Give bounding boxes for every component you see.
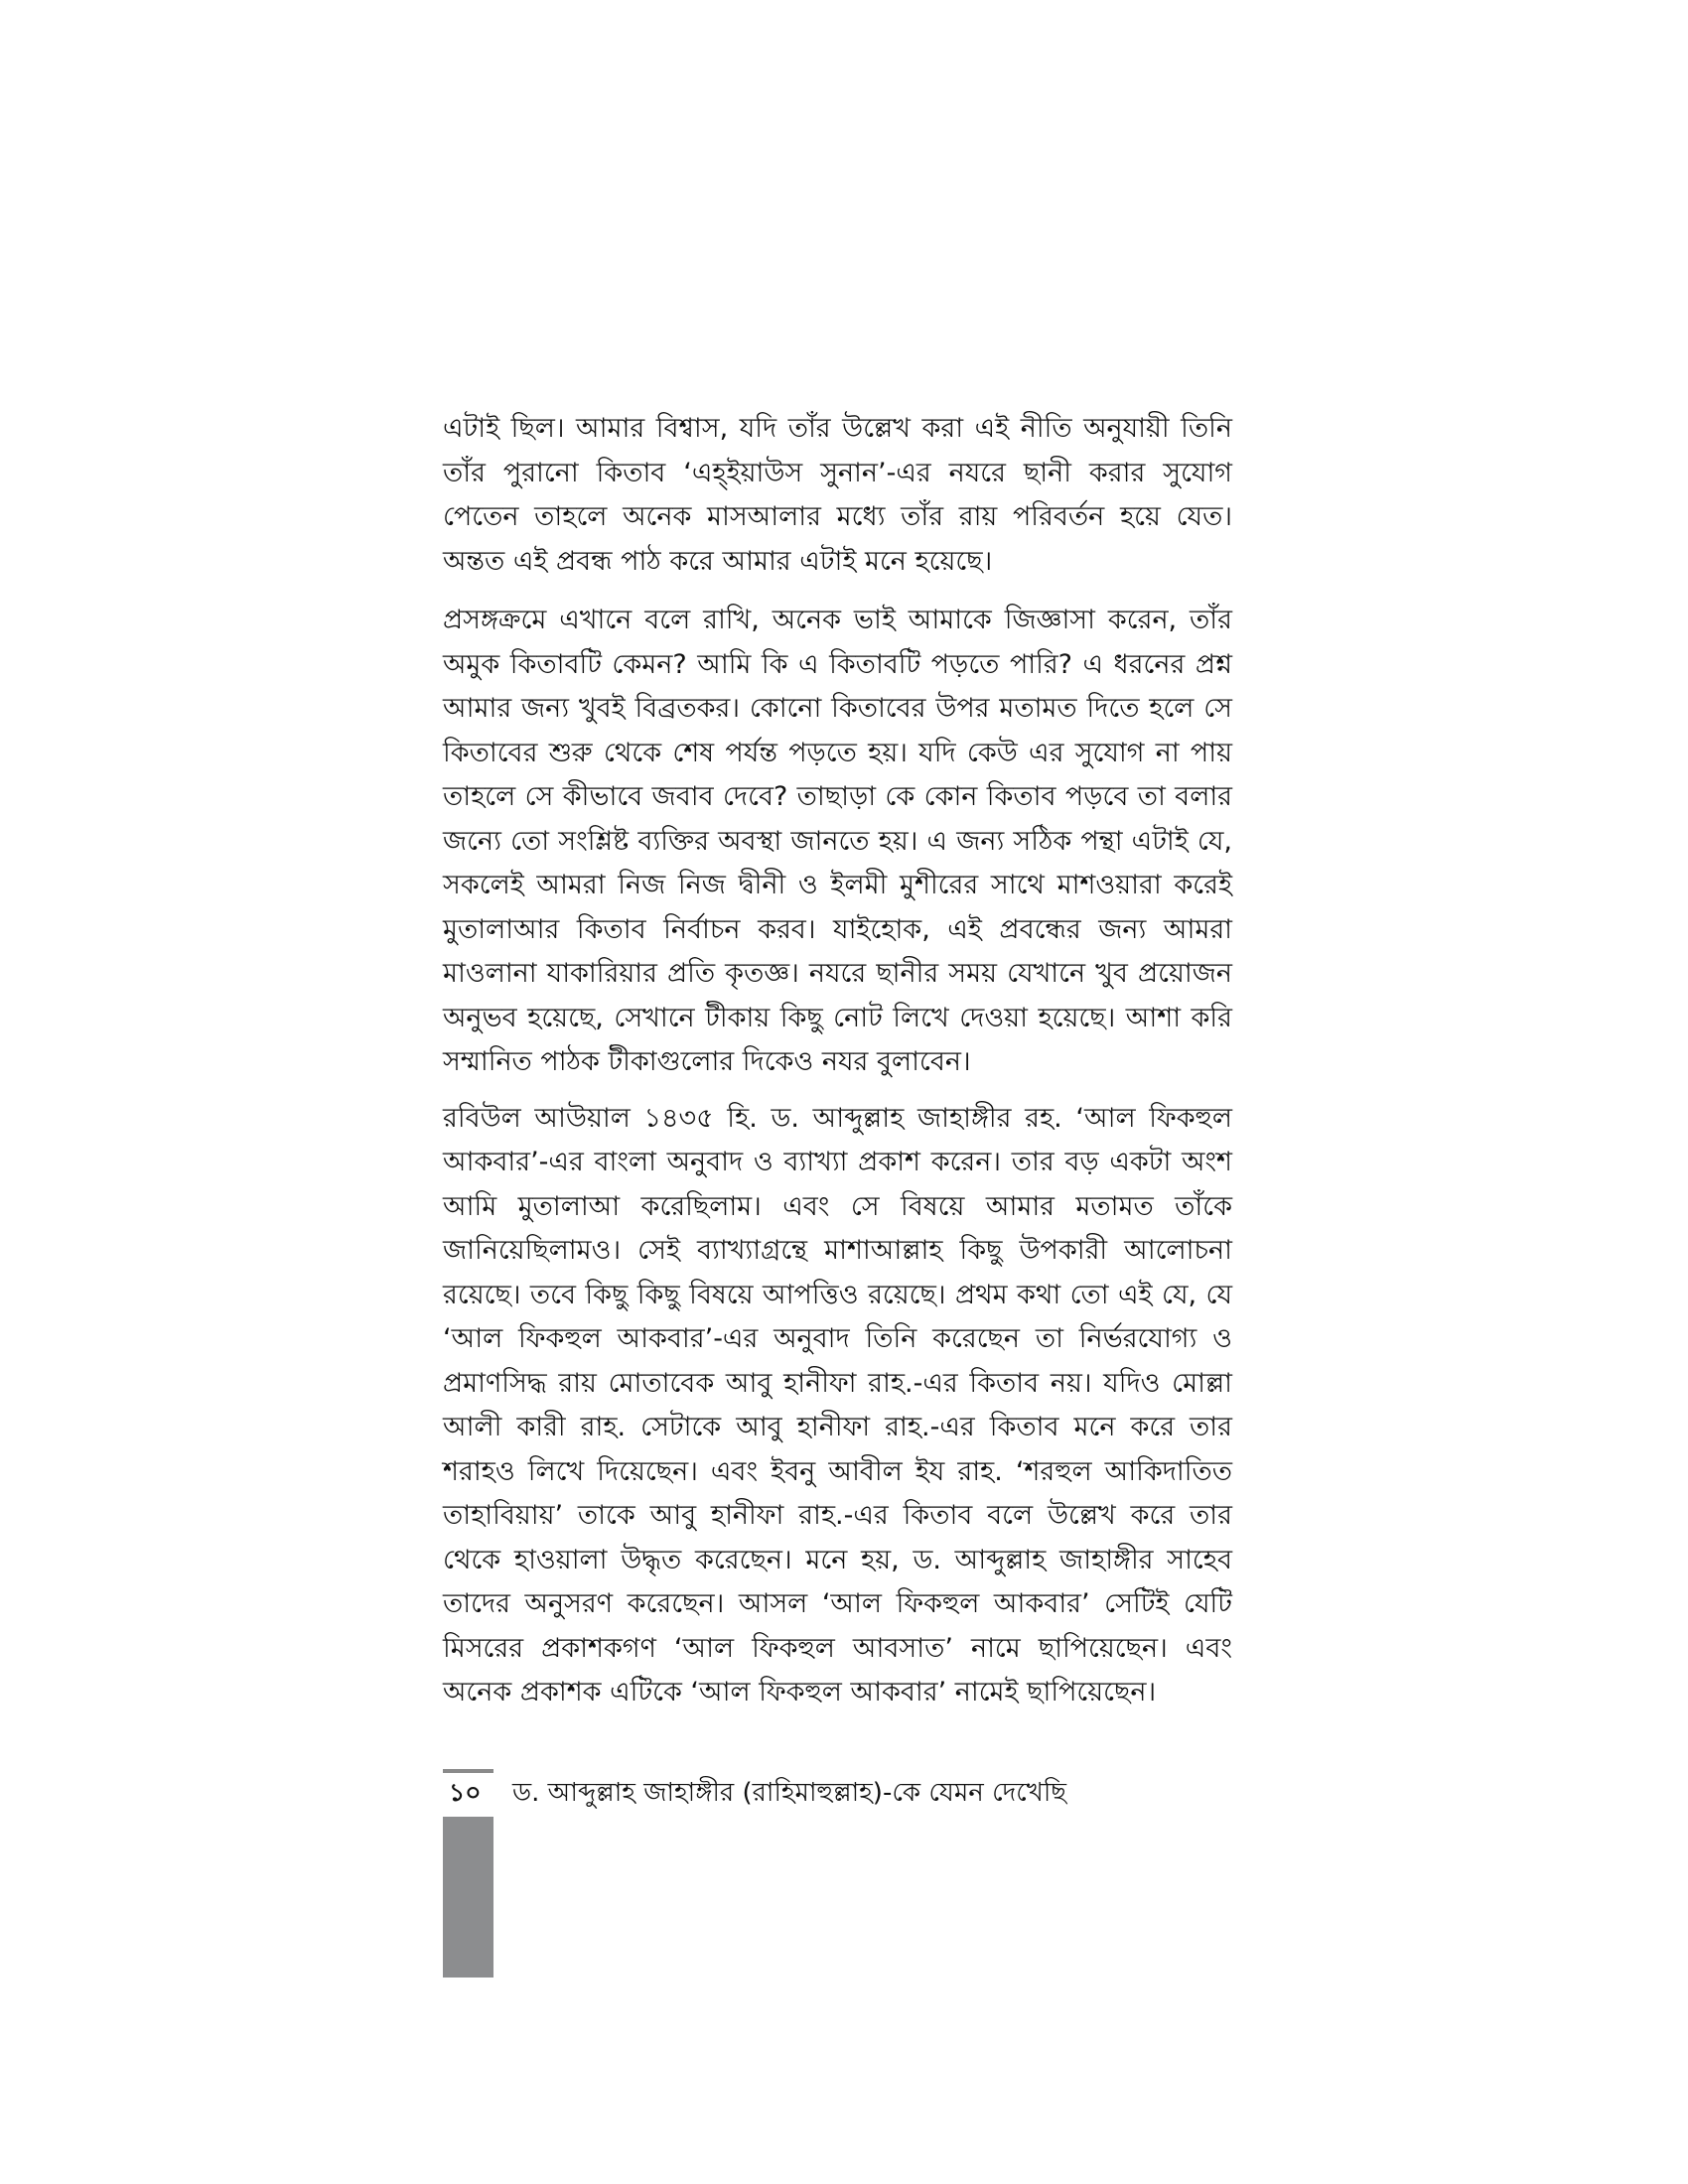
footer-rule: [443, 1769, 493, 1773]
footer-gray-bar: [443, 1817, 493, 1978]
paragraph-1: এটাই ছিল। আমার বিশ্বাস, যদি তাঁর উল্লেখ করা এই নীতি অনুযায়ী তিনি তাঁর পুরানো কিতাব ‘এহ্ইয়াউস সুনান’-এর নযরে ছানী করার সুযোগ পেতেন তাহলে অনেক মাসআলার মধ্যে তাঁর রায় পরিবর্তন হয়ে যেত। অন্তত এই প্রবন্ধ পাঠ করে আমার এটাই মনে হয়েছে।: [443, 413, 1232, 577]
page-footer: [443, 1769, 1237, 1978]
paragraph-2: প্রসঙ্গক্রমে এখানে বলে রাখি, অনেক ভাই আমাকে জিজ্ঞাসা করেন, তাঁর অমুক কিতাবটি কেমন? আমি কি এ কিতাবটি পড়তে পারি? এ ধরনের প্রশ্ন আমার জন্য খুবই বিব্রতকর। কোনো কিতাবের উপর মতামত দিতে হলে সে কিতাবের শুরু থেকে শেষ পর্যন্ত পড়তে হয়। যদি কেউ এর সুযোগ না পায় তাহলে সে কীভাবে জবাব দেবে? তাছাড়া কে কোন কিতাব পড়বে তা বলার জন্যে তো সংশ্লিষ্ট ব্যক্তির অবস্থা জানতে হয়। এ জন্য সঠিক পন্থা এটাই যে, সকলেই আমরা নিজ নিজ দ্বীনী ও ইলমী মুশীরের সাথে মাশওয়ারা করেই মুতালাআর কিতাব নির্বাচন করব। যাইহোক, এই প্রবন্ধের জন্য আমরা মাওলানা যাকারিয়ার প্রতি কৃতজ্ঞ। নযরে ছানীর সময় যেখানে খুব প্রয়োজন অনুভব হয়েছে, সেখানে টীকায় কিছু নোট লিখে দেওয়া হয়েছে। আশা করি সম্মানিত পাঠক টীকাগুলোর দিকেও নযর বুলাবেন।: [443, 605, 1232, 1077]
running-title: ড. আব্দুল্লাহ জাহাঙ্গীর (রাহিমাহুল্লাহ)-কে যেমন দেখেছি: [512, 1778, 1067, 1808]
body-text: [443, 407, 1232, 1727]
page-number: ১০: [449, 1778, 482, 1807]
paragraph-3: রবিউল আউয়াল ১৪৩৫ হি. ড. আব্দুল্লাহ জাহাঙ্গীর রহ. ‘আল ফিকহুল আকবার’-এর বাংলা অনুবাদ ও ব্যাখ্যা প্রকাশ করেন। তার বড় একটা অংশ আমি মুতালাআ করেছিলাম। এবং সে বিষয়ে আমার মতামত তাঁকে জানিয়েছিলামও। সেই ব্যাখ্যাগ্রন্থে মাশাআল্লাহ কিছু উপকারী আলোচনা রয়েছে। তবে কিছু কিছু বিষয়ে আপত্তিও রয়েছে। প্রথম কথা তো এই যে, যে ‘আল ফিকহুল আকবার’-এর অনুবাদ তিনি করেছেন তা নির্ভরযোগ্য ও প্রমাণসিদ্ধ রায় মোতাবেক আবু হানীফা রাহ.-এর কিতাব নয়। যদিও মোল্লা আলী কারী রাহ. সেটাকে আবু হানীফা রাহ.-এর কিতাব মনে করে তার শরাহও লিখে দিয়েছেন। এবং ইবনু আবীল ইয রাহ. ‘শরহুল আকিদাতিত তাহাবিয়ায়’ তাকে আবু হানীফা রাহ.-এর কিতাব বলে উল্লেখ করে তার থেকে হাওয়ালা উদ্ধৃত করেছেন। মনে হয়, ড. আব্দুল্লাহ জাহাঙ্গীর সাহেব তাদের অনুসরণ করেছেন। আসল ‘আল ফিকহুল আকবার’ সেটিই যেটি মিসরের প্রকাশকগণ ‘আল ফিকহুল আবসাত’ নামে ছাপিয়েছেন। এবং অনেক প্রকাশক এটিকে ‘আল ফিকহুল আকবার’ নামেই ছাপিয়েছেন।: [443, 1102, 1232, 1707]
